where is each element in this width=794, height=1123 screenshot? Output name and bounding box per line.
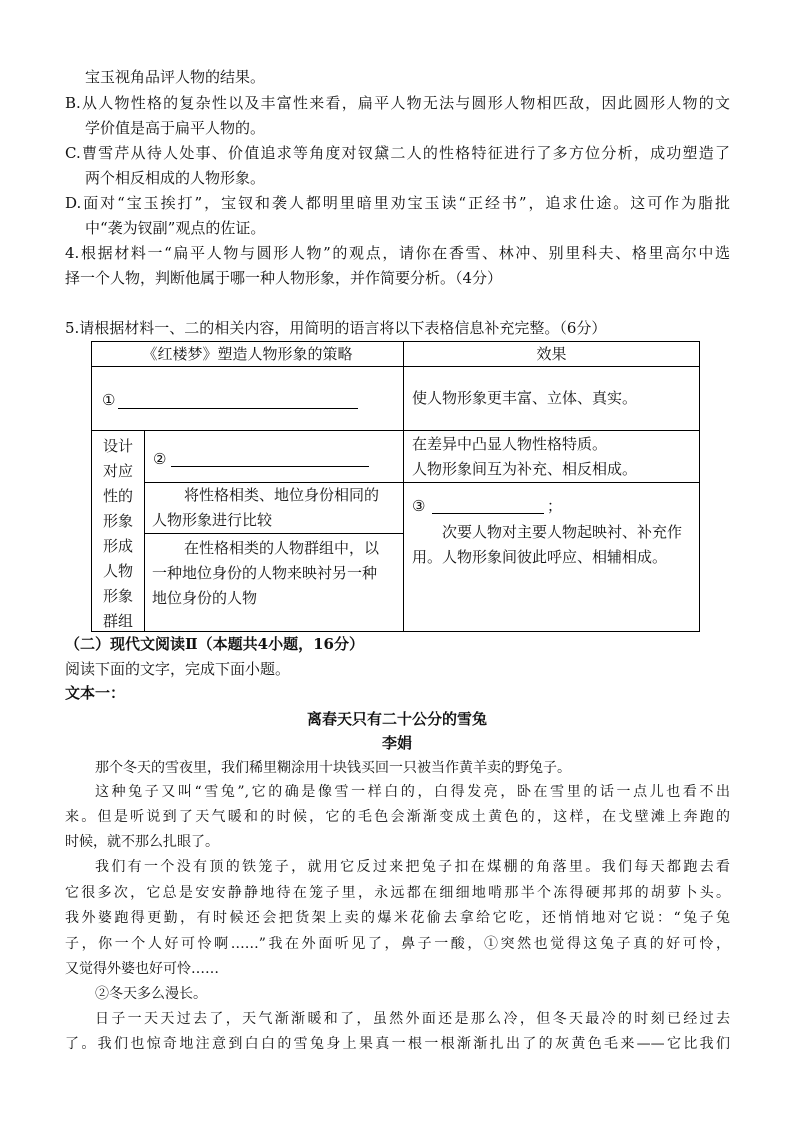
group-label-line: 对应 — [102, 462, 133, 480]
table-divider-group — [144, 430, 145, 631]
section-heading: （二）现代文阅读Ⅱ（本题共4小题，16分） — [65, 635, 364, 653]
option-c-line-1: C.曹雪芹从待人处事、价值追求等角度对钗黛二人的性格特征进行了多方位分析，成功塑造了 — [65, 144, 730, 162]
answer-blank-3-semicolon: ； — [547, 497, 563, 515]
option-b-line-2: 学价值是高于扁平人物的。 — [85, 119, 266, 137]
group-label-line: 形象 — [102, 512, 133, 530]
answer-blank-3-number: ③ — [412, 497, 426, 515]
option-d-line-1: D.面对“宝玉挨打”，宝钗和袭人都明里暗里劝宝玉读“正经书”，追求仕途。这可作为脂批 — [65, 194, 730, 212]
header-strategy: 《红楼梦》塑造人物形象的策略 — [142, 345, 353, 363]
story-paragraph-3-line-5: 又觉得外婆也好可怜…… — [65, 961, 219, 977]
row4-strategy-line-2: 一种地位身份的人物来映衬另一种 — [152, 564, 378, 582]
group-label-line: 人物 — [102, 562, 133, 580]
group-label-line: 性的 — [102, 487, 133, 505]
row3-strategy-line-1: 将性格相类、地位身份相同的 — [184, 486, 380, 504]
option-d-line-2: 中“袭为钗副”观点的佐证。 — [85, 219, 266, 237]
answer-blank-2-number: ② — [153, 450, 167, 468]
story-paragraph-3-line-2: 它很多次，它总是安安静静地待在笼子里，永远都在细细地啃那半个冻得硬邦邦的胡萝卜头。 — [65, 885, 730, 901]
row2-effect-line-2: 人物形象间互为补充、相反相成。 — [412, 460, 638, 478]
group-label — [92, 434, 144, 634]
story-paragraph-5-line-1: 日子一天天过去了，天气渐渐暖和了，虽然外面还是那么冷，但冬天最冷的时刻已经过去 — [95, 1011, 730, 1027]
row4-strategy-line-1: 在性格相类的人物群组中，以 — [184, 539, 380, 557]
group-label-line: 群组 — [102, 612, 133, 630]
story-paragraph-1: 那个冬天的雪夜里，我们稀里糊涂用十块钱买回一只被当作黄羊卖的野兔子。 — [95, 760, 571, 776]
header-effect: 效果 — [536, 345, 567, 363]
table-rule-header — [92, 366, 699, 367]
text-label: 文本一： — [65, 684, 126, 702]
row2-effect-line-1: 在差异中凸显人物性格特质。 — [412, 435, 608, 453]
story-paragraph-2-line-2: 来。但是听说到了天气暖和的时候，它的毛色会渐渐变成土黄色的，这样，在戈壁滩上奔跑的 — [65, 809, 730, 825]
question-4-line-2: 择一个人物，判断他属于哪一种人物形象，并作简要分析。（4分） — [65, 269, 503, 287]
story-paragraph-2-line-1: 这种兔子又叫“雪兔”,它的确是像雪一样白的，白得发亮，卧在雪里的话一点儿也看不出 — [95, 784, 730, 800]
story-paragraph-2-line-3: 时候，就不那么扎眼了。 — [65, 834, 219, 850]
option-b-line-1: B.从人物性格的复杂性以及丰富性来看，扁平人物无法与圆形人物相匹敌，因此圆形人物的文 — [65, 94, 730, 112]
story-title: 离春天只有二十公分的雪兔 — [306, 710, 487, 728]
row4-strategy-line-3: 地位身份的人物 — [152, 589, 258, 607]
table-rule-row1 — [92, 430, 699, 431]
question-4-line-1: 4.根据材料一“扁平人物与圆形人物”的观点，请你在香雪、林冲、别里科夫、格里高尔中选 — [65, 244, 730, 262]
answer-blank-2[interactable] — [171, 466, 369, 467]
question-5-prompt: 5.请根据材料一、二的相关内容，用简明的语言将以下表格信息补充完整。（6分） — [65, 319, 607, 337]
section-instruction: 阅读下面的文字，完成下面小题。 — [65, 660, 291, 678]
group-label-line: 设计 — [102, 437, 133, 455]
story-paragraph-3-line-4: 子，你一个人好可怜啊……”我在外面听见了，鼻子一酸，①突然也觉得这兔子真的好可怜， — [65, 936, 730, 952]
story-paragraph-3-line-3: 我外婆跑得更勤，有时候还会把货架上卖的爆米花偷去拿给它吃，还悄悄地对它说：“兔子兔 — [65, 910, 730, 926]
answer-blank-1[interactable] — [118, 408, 358, 409]
group-label-line: 形象 — [102, 587, 133, 605]
row3-effect-line-1: 次要人物对主要人物起映衬、补充作 — [442, 523, 683, 541]
answer-blank-3[interactable] — [432, 513, 544, 514]
table-divider-main — [403, 342, 404, 631]
option-a-continuation: 宝玉视角品评人物的结果。 — [85, 68, 266, 86]
story-paragraph-4: ②冬天多么漫长。 — [95, 986, 207, 1002]
option-c-line-2: 两个相反相成的人物形象。 — [85, 169, 266, 187]
story-paragraph-3-line-1: 我们有一个没有顶的铁笼子，就用它反过来把兔子扣在煤棚的角落里。我们每天都跑去看 — [95, 859, 730, 875]
group-label-line: 形成 — [102, 537, 133, 555]
story-paragraph-5-line-2: 了。我们也惊奇地注意到白白的雪兔身上果真一根一根渐渐扎出了的灰黄色毛来——它比我们 — [65, 1036, 730, 1052]
row1-effect: 使人物形象更丰富、立体、真实。 — [412, 389, 638, 407]
row3-effect-line-2: 用。人物形象间彼此呼应、相辅相成。 — [412, 548, 668, 566]
story-author: 李娟 — [381, 734, 412, 752]
answer-blank-1-number: ① — [102, 391, 116, 409]
table-rule-row3 — [144, 533, 403, 534]
strategy-table — [91, 341, 700, 632]
row3-strategy-line-2: 人物形象进行比较 — [152, 511, 273, 529]
